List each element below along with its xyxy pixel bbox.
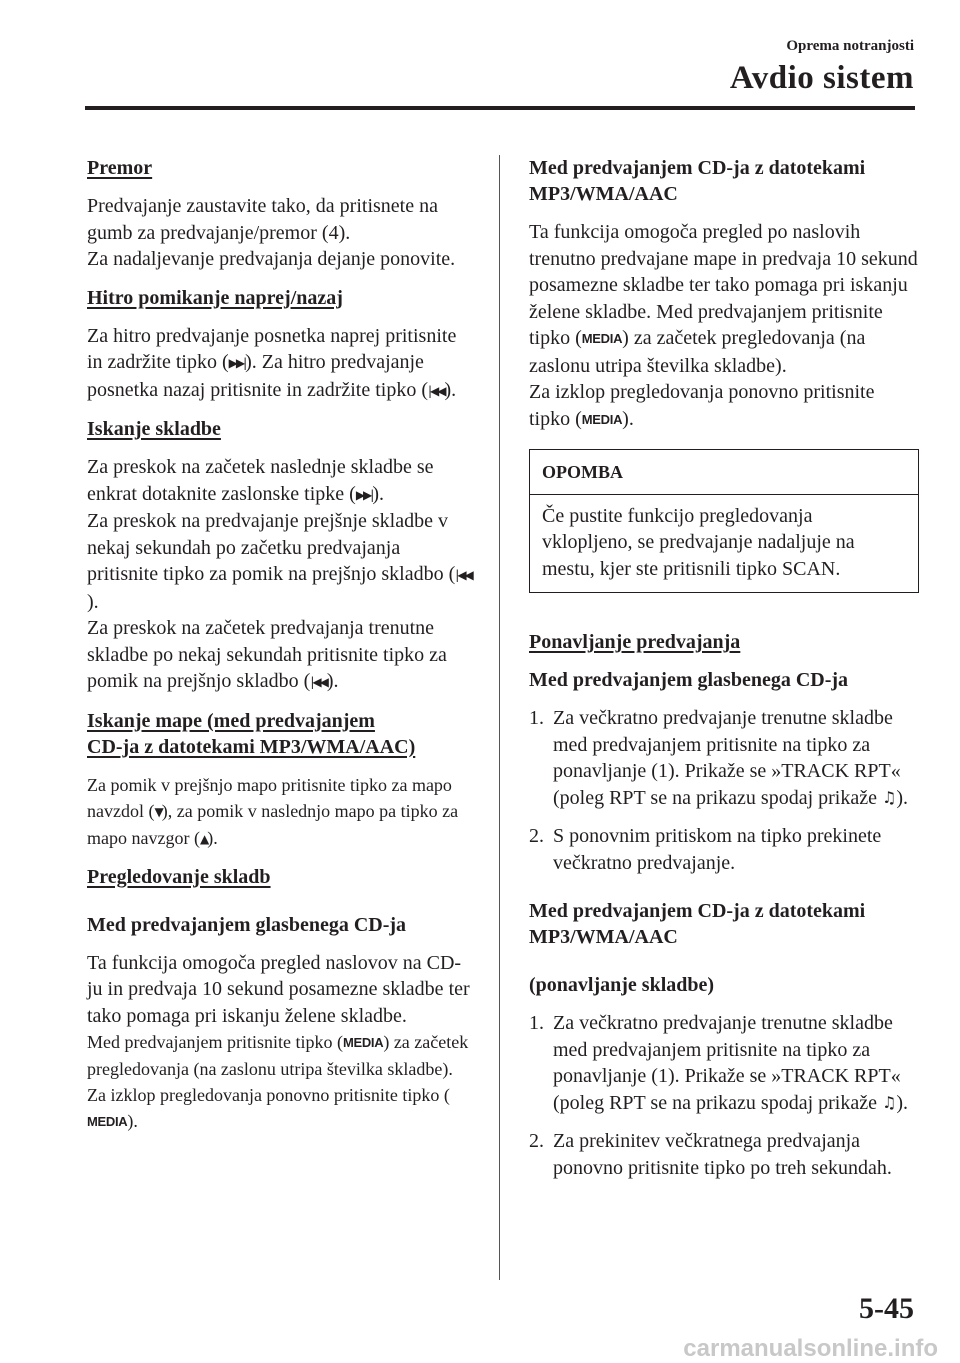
page-number: 5-45 bbox=[859, 1292, 914, 1325]
music-note-icon: ♫ bbox=[881, 1092, 897, 1112]
ff-text bbox=[87, 323, 472, 405]
media-button-icon: MEDIA bbox=[342, 1035, 384, 1050]
list-number: 2. bbox=[529, 1130, 544, 1152]
search-text bbox=[87, 454, 472, 696]
header-rule bbox=[85, 106, 915, 110]
header-title: Avdio sistem bbox=[729, 60, 914, 96]
scan-text-part: Med predvajanjem pritisnite tipko ( bbox=[87, 1032, 343, 1052]
header-section: Oprema notranjosti bbox=[786, 38, 914, 54]
ff-text-part: ). bbox=[444, 378, 457, 401]
ff-heading: Hitro pomikanje naprej/nazaj bbox=[87, 286, 343, 309]
folder-text bbox=[87, 772, 472, 852]
search-text-part: ). bbox=[326, 670, 339, 692]
folder-text-part: ), za pomik v naslednjo mapo pa tipko za mapo navzgor ( bbox=[87, 800, 459, 848]
pause-text-2: Za nadaljevanje predvajanja dejanje ponovite. bbox=[87, 248, 456, 270]
scan-text-part: ). bbox=[127, 1111, 138, 1131]
list-number: 2. bbox=[529, 825, 544, 847]
search-heading: Iskanje skladbe bbox=[87, 418, 221, 440]
scan-text-part: ) za začetek pregledovanja (na zaslonu utripa številka skladbe). Za izklop pregledovanja ponovno pritisnite tipko ( bbox=[87, 1032, 469, 1105]
folder-heading bbox=[87, 708, 472, 760]
list-item bbox=[529, 1010, 919, 1116]
folder-heading-line: CD-ja z datotekami MP3/WMA/AAC) bbox=[87, 735, 416, 758]
list-item bbox=[529, 705, 919, 811]
column-divider bbox=[499, 155, 500, 1280]
folder-down-icon: ▼ bbox=[154, 804, 162, 819]
repeat-mp3-subheading: Med predvajanjem CD-ja z datotekami MP3/WMA/AAC bbox=[529, 900, 866, 948]
repeat-subheading: Med predvajanjem glasbenega CD-ja bbox=[529, 669, 849, 691]
repeat-heading: Ponavljanje predvajanja bbox=[529, 631, 741, 653]
scan-mp3-text-part: Za izklop pregledovanja ponovno pritisnite tipko ( bbox=[529, 381, 875, 430]
ff-text-part: ). Za hitro predvajanje posnetka nazaj pritisnite in zadržite tipko ( bbox=[87, 351, 428, 401]
list-text: Za večkratno predvajanje trenutne skladbe med predvajanjem pritisnite na tipko za ponavljanje (1). Prikaže se »TRACK RPT« (poleg RPT se na prikazu spodaj prikaže bbox=[553, 707, 901, 809]
list-number: 1. bbox=[529, 1012, 544, 1034]
next-track-icon: ▶▶| bbox=[355, 487, 373, 502]
prev-track-icon: |◀◀ bbox=[310, 675, 327, 689]
scan-mp3-text-part: ) za začetek pregledovanja (na zaslonu utripa številka skladbe). bbox=[529, 327, 866, 377]
scan-mp3-heading: Med predvajanjem CD-ja z datotekami MP3/WMA/AAC bbox=[529, 157, 866, 205]
scan-mp3-text-part: Ta funkcija omogoča pregled po naslovih trenutno predvajane mape in predvaja 10 sekund posamezne skladbe ter tako pomaga pri iskanju želene skladbe. Med predvajanjem pritisnite tipko ( bbox=[529, 221, 918, 349]
search-text-part: ). bbox=[87, 590, 99, 613]
scan-text-2 bbox=[87, 1029, 472, 1135]
music-note-icon: ♫ bbox=[881, 787, 897, 807]
scan-mp3-text-part: ). bbox=[622, 407, 634, 430]
media-button-icon: MEDIA bbox=[581, 411, 623, 427]
list-text: ). bbox=[896, 1091, 908, 1114]
prev-track-icon: |◀◀ bbox=[455, 568, 472, 582]
media-button-icon: MEDIA bbox=[87, 1114, 128, 1129]
search-text-part: Za preskok na začetek predvajanja trenutne skladbe po nekaj sekundah pritisnite tipko za pomik na prejšnjo skladbo ( bbox=[87, 617, 447, 692]
scan-text-1: Ta funkcija omogoča pregled naslovov na CD-ju in predvaja 10 sekund posamezne skladbe ter tako pomaga pri iskanju želene skladbe. bbox=[87, 951, 470, 1027]
next-track-icon: ▶▶| bbox=[228, 356, 246, 370]
repeat-mp3-list bbox=[529, 1010, 919, 1181]
list-text: Za večkratno predvajanje trenutne skladbe med predvajanjem pritisnite na tipko za ponavljanje (1). Prikaže se »TRACK RPT« (poleg RPT se na prikazu spodaj prikaže bbox=[553, 1012, 901, 1114]
right-column bbox=[529, 155, 919, 1193]
list-item bbox=[529, 1128, 919, 1181]
note-box bbox=[529, 449, 919, 593]
scan-heading: Pregledovanje skladb bbox=[87, 865, 271, 888]
scan-subheading: Med predvajanjem glasbenega CD-ja bbox=[87, 913, 407, 936]
note-body: Če pustite funkcijo pregledovanja vklopljeno, se predvajanje nadaljuje na mestu, kjer ste pritisnili tipko SCAN. bbox=[542, 504, 855, 580]
pause-text-1: Predvajanje zaustavite tako, da pritisnete na gumb za predvajanje/premor (4). bbox=[87, 195, 438, 244]
list-text: Za prekinitev večkratnega predvajanja ponovno pritisnite tipko po treh sekundah. bbox=[553, 1130, 892, 1179]
search-text-part: Za preskok na predvajanje prejšnje skladbe v nekaj sekundah po začetku predvajanja pritisnite tipko za pomik na prejšnjo skladbo ( bbox=[87, 510, 456, 585]
folder-text-part: ). bbox=[207, 827, 218, 848]
note-title: OPOMBA bbox=[530, 450, 918, 495]
search-text-part: Za preskok na začetek naslednje skladbe se enkrat dotaknite zaslonske tipke ( bbox=[87, 456, 434, 505]
folder-heading-line: Iskanje mape (med predvajanjem bbox=[87, 709, 375, 732]
list-number: 1. bbox=[529, 707, 544, 729]
folder-text-part: Za pomik v prejšnjo mapo pritisnite tipko za mapo navzdol ( bbox=[87, 774, 452, 821]
search-text-part: ). bbox=[372, 482, 384, 505]
ff-text-part: Za hitro predvajanje posnetka naprej pritisnite in zadržite tipko ( bbox=[87, 324, 457, 373]
repeat-list bbox=[529, 705, 919, 876]
watermark: carmanualsonline.info bbox=[683, 1335, 938, 1362]
media-button-icon: MEDIA bbox=[581, 331, 623, 346]
list-text: S ponovnim pritiskom na tipko prekinete večkratno predvajanje. bbox=[553, 825, 882, 874]
pause-heading: Premor bbox=[87, 157, 153, 179]
prev-track-icon: |◀◀ bbox=[428, 383, 445, 398]
list-item bbox=[529, 823, 919, 876]
list-text: ). bbox=[896, 786, 908, 809]
repeat-track-subheading: (ponavljanje skladbe) bbox=[529, 974, 715, 996]
left-column bbox=[87, 155, 472, 1147]
scan-mp3-text bbox=[529, 219, 919, 433]
folder-up-icon: ▲ bbox=[199, 831, 208, 846]
